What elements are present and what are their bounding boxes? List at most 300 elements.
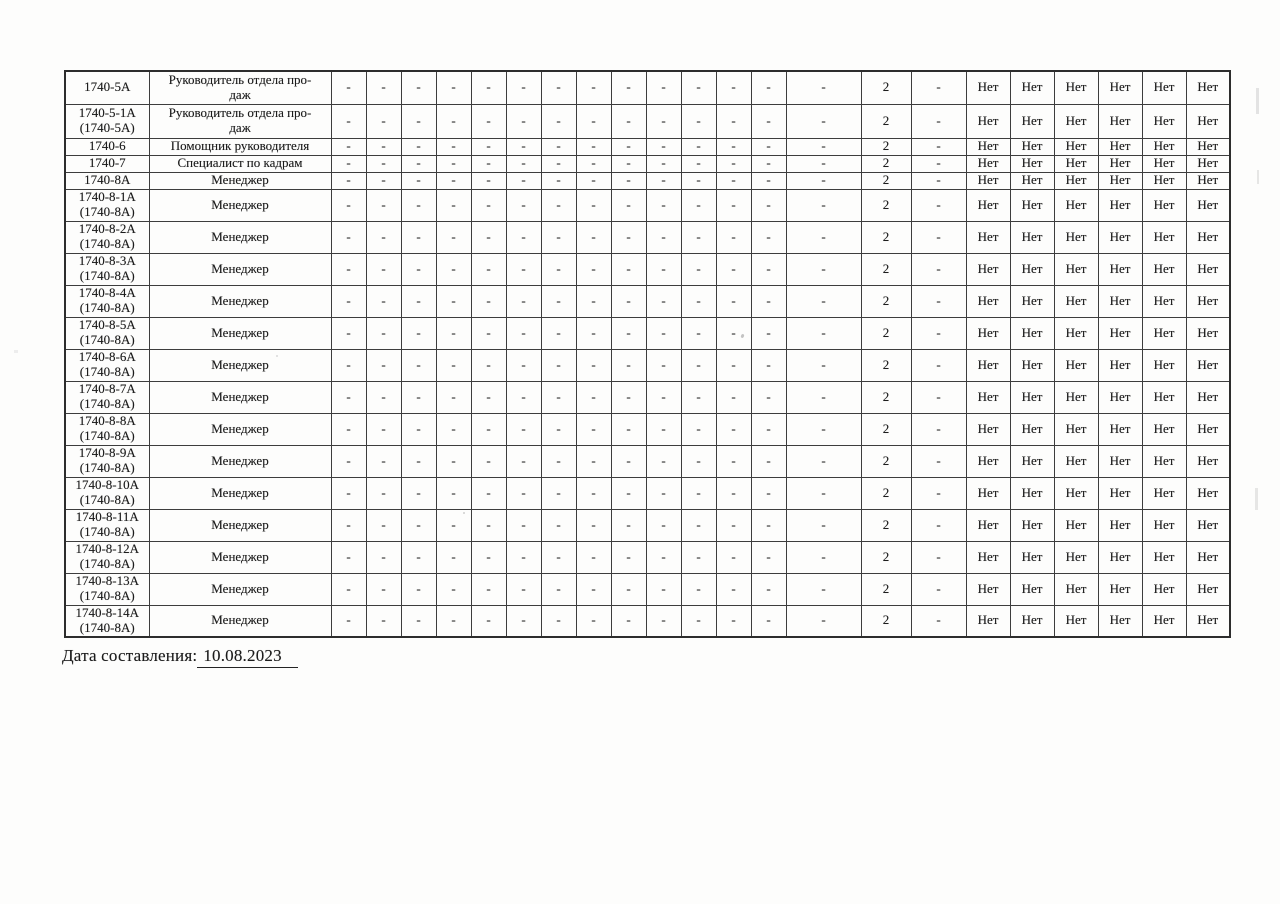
cell-value: - xyxy=(436,104,471,138)
cell-value: - xyxy=(681,381,716,413)
scan-artifact xyxy=(463,512,465,514)
cell-value: - xyxy=(681,605,716,637)
cell-position-code: 1740-8-13А (1740-8А) xyxy=(65,573,149,605)
cell-value: - xyxy=(646,509,681,541)
cell-value: Нет xyxy=(1142,381,1186,413)
cell-value: - xyxy=(506,138,541,155)
cell-value: - xyxy=(541,573,576,605)
cell-value: - xyxy=(541,155,576,172)
cell-value: - xyxy=(786,172,861,189)
date-value: 10.08.2023 xyxy=(197,646,298,668)
cell-value: Нет xyxy=(1010,445,1054,477)
cell-value: Нет xyxy=(1186,381,1230,413)
cell-value: - xyxy=(716,104,751,138)
table-row xyxy=(65,189,1230,221)
cell-value: - xyxy=(541,104,576,138)
cell-value: 2 xyxy=(861,317,911,349)
cell-value: - xyxy=(471,221,506,253)
cell-value: - xyxy=(506,413,541,445)
cell-value: - xyxy=(681,189,716,221)
cell-value: - xyxy=(401,413,436,445)
cell-value: - xyxy=(366,445,401,477)
cell-value: - xyxy=(366,509,401,541)
cell-value: - xyxy=(506,189,541,221)
table-row xyxy=(65,285,1230,317)
cell-value: Нет xyxy=(1054,155,1098,172)
cell-value: - xyxy=(506,172,541,189)
cell-value: Нет xyxy=(966,573,1010,605)
cell-value: Нет xyxy=(1098,189,1142,221)
cell-value: - xyxy=(436,381,471,413)
cell-value: - xyxy=(331,221,366,253)
table-row xyxy=(65,573,1230,605)
cell-position-title: Менеджер xyxy=(149,317,331,349)
cell-value: - xyxy=(911,189,966,221)
cell-value: Нет xyxy=(1142,445,1186,477)
cell-value: - xyxy=(751,317,786,349)
cell-value: - xyxy=(646,172,681,189)
cell-value: Нет xyxy=(1010,138,1054,155)
table-row xyxy=(65,413,1230,445)
cell-value: - xyxy=(471,71,506,104)
cell-value: - xyxy=(646,541,681,573)
cell-value: Нет xyxy=(1142,317,1186,349)
cell-value: 2 xyxy=(861,71,911,104)
cell-value: - xyxy=(331,349,366,381)
cell-value: - xyxy=(331,317,366,349)
cell-value: - xyxy=(611,155,646,172)
cell-position-title: Руководитель отдела про- даж xyxy=(149,71,331,104)
cell-value: - xyxy=(576,413,611,445)
cell-value: 2 xyxy=(861,349,911,381)
cell-value: - xyxy=(576,221,611,253)
cell-value: Нет xyxy=(966,605,1010,637)
cell-value: - xyxy=(471,104,506,138)
cell-value: - xyxy=(646,221,681,253)
cell-value: - xyxy=(331,509,366,541)
cell-value: - xyxy=(366,381,401,413)
cell-value: - xyxy=(911,221,966,253)
cell-value: Нет xyxy=(1098,221,1142,253)
cell-value: - xyxy=(471,253,506,285)
cell-position-title: Помощник руководителя xyxy=(149,138,331,155)
cell-value: - xyxy=(506,573,541,605)
cell-value: Нет xyxy=(1010,104,1054,138)
cell-value: - xyxy=(366,573,401,605)
cell-value: Нет xyxy=(966,413,1010,445)
cell-value: - xyxy=(436,189,471,221)
cell-value: Нет xyxy=(1186,189,1230,221)
cell-value: - xyxy=(751,509,786,541)
cell-value: Нет xyxy=(1142,509,1186,541)
cell-value: Нет xyxy=(1098,477,1142,509)
cell-value: Нет xyxy=(966,138,1010,155)
cell-value: - xyxy=(506,317,541,349)
cell-value: - xyxy=(436,413,471,445)
cell-value: Нет xyxy=(1098,71,1142,104)
cell-value: Нет xyxy=(1186,285,1230,317)
cell-value: Нет xyxy=(1098,138,1142,155)
cell-value: - xyxy=(751,189,786,221)
cell-value: - xyxy=(911,509,966,541)
cell-value: - xyxy=(401,189,436,221)
cell-value: - xyxy=(471,605,506,637)
cell-value: 2 xyxy=(861,541,911,573)
cell-value: Нет xyxy=(1098,509,1142,541)
cell-value: - xyxy=(471,155,506,172)
cell-value: - xyxy=(681,413,716,445)
cell-value: - xyxy=(786,71,861,104)
cell-value: Нет xyxy=(1010,541,1054,573)
cell-value: - xyxy=(331,172,366,189)
cell-value: Нет xyxy=(966,509,1010,541)
cell-value: - xyxy=(681,138,716,155)
cell-value: - xyxy=(786,573,861,605)
cell-value: Нет xyxy=(1010,349,1054,381)
cell-value: - xyxy=(541,71,576,104)
cell-value: - xyxy=(576,155,611,172)
cell-value: Нет xyxy=(1010,189,1054,221)
cell-value: Нет xyxy=(966,541,1010,573)
cell-value: Нет xyxy=(1054,445,1098,477)
scan-artifact xyxy=(276,355,278,357)
cell-value: - xyxy=(611,138,646,155)
cell-value: - xyxy=(471,573,506,605)
cell-value: Нет xyxy=(1142,189,1186,221)
cell-value: - xyxy=(751,573,786,605)
table-row xyxy=(65,253,1230,285)
cell-value: - xyxy=(681,573,716,605)
cell-value: Нет xyxy=(1142,253,1186,285)
cell-value: - xyxy=(716,253,751,285)
cell-value: Нет xyxy=(1010,509,1054,541)
cell-value: Нет xyxy=(1054,221,1098,253)
cell-value: - xyxy=(911,155,966,172)
cell-value: 2 xyxy=(861,253,911,285)
table-row xyxy=(65,509,1230,541)
cell-value: - xyxy=(541,605,576,637)
cell-value: - xyxy=(401,349,436,381)
cell-value: Нет xyxy=(966,104,1010,138)
cell-value: - xyxy=(366,541,401,573)
cell-value: - xyxy=(911,138,966,155)
cell-value: - xyxy=(331,253,366,285)
cell-value: - xyxy=(576,172,611,189)
cell-value: - xyxy=(786,138,861,155)
cell-value: - xyxy=(436,317,471,349)
cell-value: Нет xyxy=(1186,138,1230,155)
cell-value: Нет xyxy=(966,285,1010,317)
cell-position-title: Менеджер xyxy=(149,573,331,605)
cell-value: Нет xyxy=(1098,253,1142,285)
cell-value: 2 xyxy=(861,172,911,189)
cell-value: - xyxy=(751,477,786,509)
cell-value: - xyxy=(911,253,966,285)
cell-value: 2 xyxy=(861,477,911,509)
cell-value: - xyxy=(541,253,576,285)
cell-value: - xyxy=(911,381,966,413)
cell-value: - xyxy=(541,381,576,413)
cell-value: - xyxy=(681,71,716,104)
table-row xyxy=(65,541,1230,573)
cell-position-code: 1740-8-5А (1740-8А) xyxy=(65,317,149,349)
cell-value: - xyxy=(576,573,611,605)
cell-value: - xyxy=(751,445,786,477)
cell-value: 2 xyxy=(861,104,911,138)
cell-value: - xyxy=(611,413,646,445)
cell-position-code: 1740-8-2А (1740-8А) xyxy=(65,221,149,253)
cell-value: Нет xyxy=(1054,413,1098,445)
cell-value: Нет xyxy=(1054,172,1098,189)
cell-value: - xyxy=(646,317,681,349)
cell-value: Нет xyxy=(1142,349,1186,381)
cell-value: - xyxy=(786,317,861,349)
cell-value: - xyxy=(751,285,786,317)
cell-value: Нет xyxy=(1054,104,1098,138)
cell-value: - xyxy=(576,445,611,477)
cell-value: - xyxy=(471,445,506,477)
cell-value: Нет xyxy=(966,349,1010,381)
cell-value: - xyxy=(401,104,436,138)
cell-value: Нет xyxy=(1010,221,1054,253)
cell-value: Нет xyxy=(1142,541,1186,573)
cell-value: - xyxy=(401,285,436,317)
cell-value: - xyxy=(681,317,716,349)
cell-value: - xyxy=(401,477,436,509)
cell-value: - xyxy=(331,573,366,605)
cell-value: Нет xyxy=(1186,349,1230,381)
cell-position-title: Менеджер xyxy=(149,172,331,189)
cell-value: Нет xyxy=(966,189,1010,221)
cell-value: Нет xyxy=(966,172,1010,189)
date-line xyxy=(62,646,298,666)
cell-value: - xyxy=(611,317,646,349)
cell-value: - xyxy=(751,138,786,155)
cell-value: - xyxy=(716,138,751,155)
cell-position-code: 1740-8-8А (1740-8А) xyxy=(65,413,149,445)
cell-value: - xyxy=(576,509,611,541)
cell-value: - xyxy=(541,138,576,155)
cell-position-title: Менеджер xyxy=(149,221,331,253)
cell-position-code: 1740-8-1А (1740-8А) xyxy=(65,189,149,221)
cell-value: Нет xyxy=(1142,104,1186,138)
cell-value: - xyxy=(716,155,751,172)
cell-value: - xyxy=(506,445,541,477)
cell-value: - xyxy=(401,509,436,541)
cell-value: Нет xyxy=(1054,541,1098,573)
cell-value: Нет xyxy=(1010,155,1054,172)
cell-value: - xyxy=(786,381,861,413)
cell-value: - xyxy=(401,155,436,172)
cell-value: - xyxy=(436,477,471,509)
scan-artifact xyxy=(1257,170,1259,184)
cell-value: - xyxy=(366,172,401,189)
cell-value: - xyxy=(716,573,751,605)
cell-value: Нет xyxy=(1054,573,1098,605)
cell-value: - xyxy=(646,189,681,221)
cell-value: Нет xyxy=(1186,221,1230,253)
cell-value: - xyxy=(646,71,681,104)
cell-value: - xyxy=(911,541,966,573)
cell-value: - xyxy=(471,381,506,413)
cell-value: - xyxy=(611,104,646,138)
cell-value: - xyxy=(366,189,401,221)
cell-position-title: Менеджер xyxy=(149,477,331,509)
cell-value: - xyxy=(681,285,716,317)
cell-value: Нет xyxy=(1186,172,1230,189)
cell-value: - xyxy=(716,477,751,509)
cell-value: - xyxy=(331,381,366,413)
cell-position-title: Менеджер xyxy=(149,541,331,573)
cell-value: - xyxy=(366,155,401,172)
cell-value: - xyxy=(911,349,966,381)
cell-value: - xyxy=(911,477,966,509)
cell-value: - xyxy=(576,138,611,155)
cell-value: - xyxy=(401,605,436,637)
cell-value: - xyxy=(716,349,751,381)
cell-value: 2 xyxy=(861,285,911,317)
cell-value: - xyxy=(436,138,471,155)
table-row xyxy=(65,381,1230,413)
cell-value: - xyxy=(331,605,366,637)
cell-value: 2 xyxy=(861,381,911,413)
cell-value: - xyxy=(576,349,611,381)
cell-value: - xyxy=(646,253,681,285)
table-row xyxy=(65,477,1230,509)
cell-value: Нет xyxy=(966,477,1010,509)
table-row xyxy=(65,155,1230,172)
cell-value: - xyxy=(786,285,861,317)
cell-value: Нет xyxy=(1098,285,1142,317)
cell-position-title: Менеджер xyxy=(149,413,331,445)
cell-value: - xyxy=(541,477,576,509)
cell-value: - xyxy=(541,221,576,253)
cell-value: - xyxy=(681,445,716,477)
cell-value: - xyxy=(471,317,506,349)
cell-position-code: 1740-6 xyxy=(65,138,149,155)
cell-value: Нет xyxy=(1186,573,1230,605)
cell-value: Нет xyxy=(1098,413,1142,445)
cell-value: - xyxy=(471,172,506,189)
cell-value: Нет xyxy=(966,221,1010,253)
cell-value: Нет xyxy=(1054,71,1098,104)
cell-value: - xyxy=(786,541,861,573)
cell-value: Нет xyxy=(1142,71,1186,104)
cell-value: - xyxy=(331,445,366,477)
table-row xyxy=(65,138,1230,155)
cell-value: - xyxy=(401,221,436,253)
cell-value: - xyxy=(506,285,541,317)
cell-value: Нет xyxy=(1142,155,1186,172)
cell-value: - xyxy=(716,445,751,477)
cell-value: - xyxy=(646,413,681,445)
cell-value: Нет xyxy=(1142,605,1186,637)
cell-value: - xyxy=(786,253,861,285)
cell-value: - xyxy=(506,349,541,381)
cell-value: - xyxy=(751,155,786,172)
cell-value: - xyxy=(436,221,471,253)
cell-value: Нет xyxy=(1098,381,1142,413)
cell-value: 2 xyxy=(861,573,911,605)
cell-value: Нет xyxy=(966,71,1010,104)
cell-value: - xyxy=(506,541,541,573)
cell-value: Нет xyxy=(966,381,1010,413)
cell-value: - xyxy=(506,509,541,541)
cell-value: - xyxy=(681,155,716,172)
cell-value: 2 xyxy=(861,509,911,541)
cell-value: - xyxy=(471,413,506,445)
cell-value: - xyxy=(751,104,786,138)
cell-value: - xyxy=(331,285,366,317)
scan-artifact xyxy=(1255,488,1258,510)
cell-value: - xyxy=(401,381,436,413)
cell-value: Нет xyxy=(1098,349,1142,381)
cell-position-title: Менеджер xyxy=(149,285,331,317)
cell-value: - xyxy=(331,104,366,138)
cell-value: - xyxy=(366,221,401,253)
cell-value: - xyxy=(751,381,786,413)
cell-value: - xyxy=(436,605,471,637)
cell-value: Нет xyxy=(1054,317,1098,349)
cell-value: Нет xyxy=(1010,381,1054,413)
cell-value: Нет xyxy=(1186,509,1230,541)
cell-value: - xyxy=(366,605,401,637)
cell-value: - xyxy=(611,477,646,509)
cell-value: - xyxy=(611,285,646,317)
cell-value: Нет xyxy=(966,155,1010,172)
cell-value: - xyxy=(751,541,786,573)
cell-value: Нет xyxy=(1054,285,1098,317)
cell-value: Нет xyxy=(1098,541,1142,573)
cell-value: - xyxy=(786,605,861,637)
cell-value: - xyxy=(366,71,401,104)
cell-value: - xyxy=(401,253,436,285)
cell-position-code: 1740-8-3А (1740-8А) xyxy=(65,253,149,285)
cell-value: Нет xyxy=(1142,172,1186,189)
cell-position-code: 1740-8-14А (1740-8А) xyxy=(65,605,149,637)
cell-value: - xyxy=(646,155,681,172)
cell-value: - xyxy=(366,477,401,509)
cell-value: Нет xyxy=(1186,104,1230,138)
table-row xyxy=(65,605,1230,637)
cell-value: - xyxy=(786,413,861,445)
cell-value: - xyxy=(716,172,751,189)
cell-value: - xyxy=(646,445,681,477)
cell-value: Нет xyxy=(1054,349,1098,381)
cell-value: - xyxy=(331,138,366,155)
cell-value: Нет xyxy=(1142,573,1186,605)
cell-value: - xyxy=(366,285,401,317)
cell-value: - xyxy=(576,605,611,637)
cell-value: Нет xyxy=(1142,285,1186,317)
cell-value: - xyxy=(506,253,541,285)
cell-position-code: 1740-8-9А (1740-8А) xyxy=(65,445,149,477)
cell-position-code: 1740-5-1А (1740-5А) xyxy=(65,104,149,138)
cell-value: Нет xyxy=(1186,605,1230,637)
cell-value: 2 xyxy=(861,445,911,477)
cell-value: - xyxy=(541,285,576,317)
cell-value: - xyxy=(611,349,646,381)
cell-value: Нет xyxy=(1010,477,1054,509)
cell-value: Нет xyxy=(1054,509,1098,541)
cell-value: - xyxy=(436,71,471,104)
cell-value: - xyxy=(541,413,576,445)
cell-value: - xyxy=(611,71,646,104)
cell-position-code: 1740-8-12А (1740-8А) xyxy=(65,541,149,573)
cell-value: - xyxy=(716,541,751,573)
cell-value: - xyxy=(681,541,716,573)
cell-value: - xyxy=(401,172,436,189)
